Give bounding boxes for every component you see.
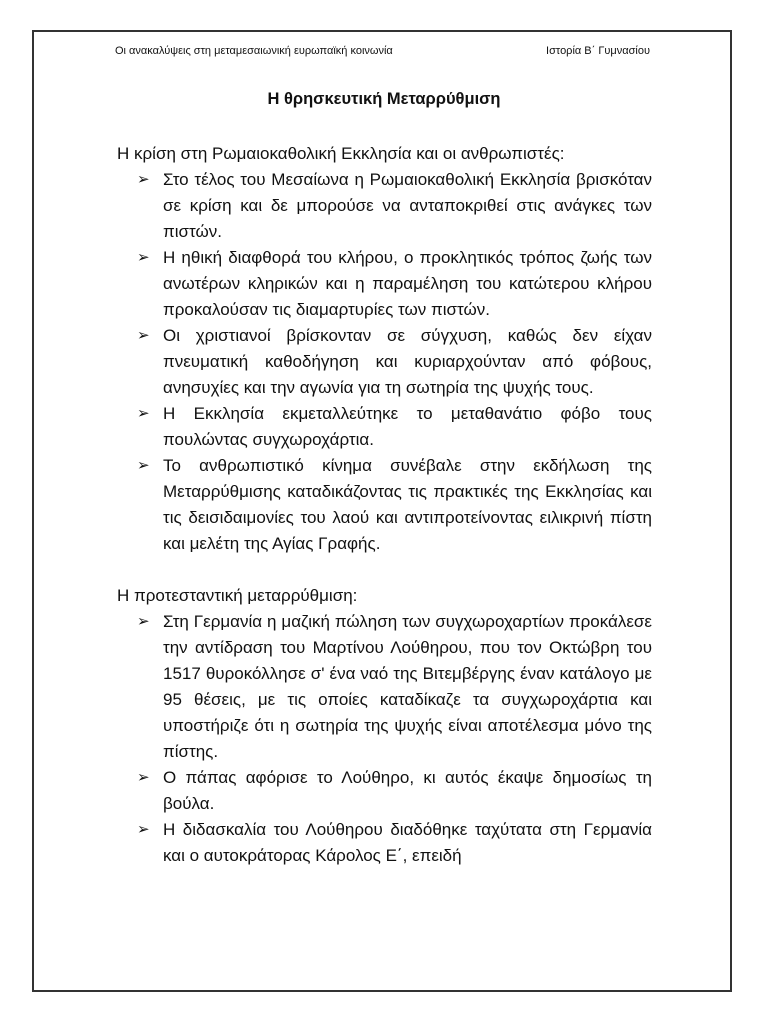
arrow-bullet-icon: ➢ xyxy=(137,249,150,266)
document-body xyxy=(117,141,652,869)
section-heading-crisis: Η κρίση στη Ρωμαιοκαθολική Εκκλησία και οι ανθρωπιστές: xyxy=(117,144,565,163)
arrow-bullet-icon: ➢ xyxy=(137,405,150,422)
arrow-bullet-icon: ➢ xyxy=(137,613,150,630)
arrow-bullet-icon: ➢ xyxy=(137,327,150,344)
arrow-bullet-icon: ➢ xyxy=(137,821,150,838)
section-spacer xyxy=(117,557,652,583)
bullet-list-crisis xyxy=(117,167,652,557)
bullet-list-protestant xyxy=(117,609,652,869)
list-item xyxy=(117,765,652,817)
list-item xyxy=(117,609,652,765)
list-item-text: Το ανθρωπιστικό κίνημα συνέβαλε στην εκδήλωση της Μεταρρύθμισης καταδικάζοντας τις πρακτικές της Εκκλησίας και τις δεισιδαιμονίες του λαού και αντιπροτείνοντας ειλικρινή πίστη και μελέτη της Αγίας Γραφής. xyxy=(163,456,652,553)
section-heading-protestant: Η προτεσταντική μεταρρύθμιση: xyxy=(117,586,358,605)
list-item-text: Οι χριστιανοί βρίσκονταν σε σύγχυση, καθώς δεν είχαν πνευματική καθοδήγηση και κυριαρχούνταν από φόβους, ανησυχίες και την αγωνία για τη σωτηρία της ψυχής τους. xyxy=(163,326,652,397)
list-item xyxy=(117,401,652,453)
list-item-text: Στο τέλος του Μεσαίωνα η Ρωμαιοκαθολική Εκκλησία βρισκόταν σε κρίση και δε μπορούσε να ανταποκριθεί στις ανάγκες των πιστών. xyxy=(163,170,652,241)
list-item-text: Στη Γερμανία η μαζική πώληση των συγχωροχαρτίων προκάλεσε την αντίδραση του Μαρτίνου Λούθηρου, που τον Οκτώβρη του 1517 θυροκόλλησε σ' ένα ναό της Βιτεμβέργης έναν κατάλογο με 95 θέσεις, με τις οποίες καταδίκαζε τα συγχωροχάρτια και υποστήριζε ότι η σωτηρία της ψυχής είναι αποτέλεσμα μόνο της πίστης. xyxy=(163,612,652,761)
list-item-text: Η Εκκλησία εκμεταλλεύτηκε το μεταθανάτιο φόβο τους πουλώντας συγχωροχάρτια. xyxy=(163,404,652,449)
list-item xyxy=(117,245,652,323)
document-title: Η θρησκευτική Μεταρρύθμιση xyxy=(267,90,501,108)
list-item xyxy=(117,453,652,557)
list-item-text: Η ηθική διαφθορά του κλήρου, ο προκλητικός τρόπος ζωής των ανωτέρων κληρικών και η παραμέληση του κατώτερου κλήρου προκαλούσαν τις διαμαρτυρίες των πιστών. xyxy=(163,248,652,319)
list-item xyxy=(117,323,652,401)
arrow-bullet-icon: ➢ xyxy=(137,457,150,474)
list-item xyxy=(117,817,652,869)
list-item xyxy=(117,167,652,245)
header-course-title: Ιστορία Β΄ Γυμνασίου xyxy=(546,45,650,57)
list-item-text: Η διδασκαλία του Λούθηρου διαδόθηκε ταχύτατα στη Γερμανία και ο αυτοκράτορας Κάρολος Ε΄, επειδή xyxy=(163,820,652,865)
list-item-text: Ο πάπας αφόρισε το Λούθηρο, κι αυτός έκαψε δημοσίως τη βούλα. xyxy=(163,768,652,813)
header-chapter-title: Οι ανακαλύψεις στη μεταμεσαιωνική ευρωπαϊκή κοινωνία xyxy=(115,45,393,57)
arrow-bullet-icon: ➢ xyxy=(137,769,150,786)
page-header xyxy=(115,45,650,59)
arrow-bullet-icon: ➢ xyxy=(137,171,150,188)
